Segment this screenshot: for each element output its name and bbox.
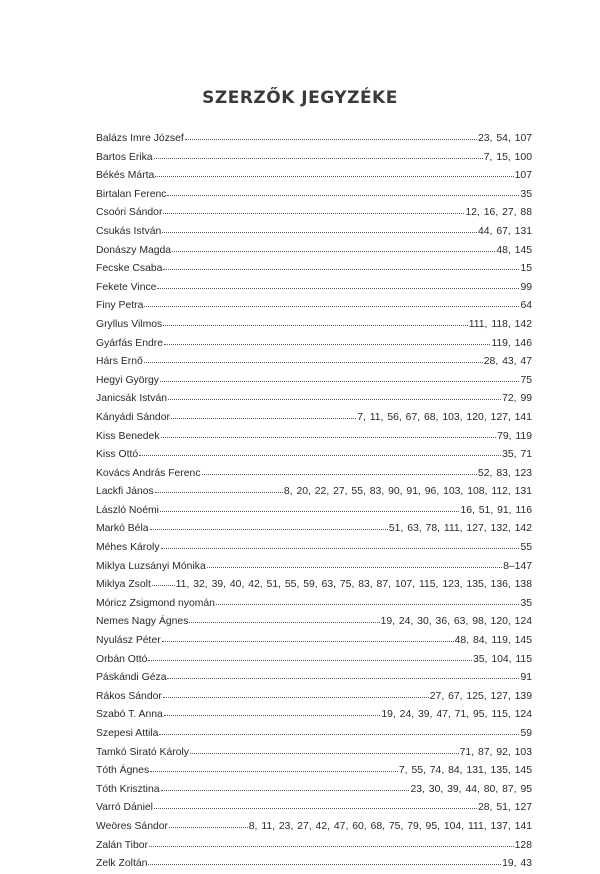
author-name: Csukás István [96,225,162,237]
author-name: Varró Dániel [96,802,153,814]
dot-leader [148,856,501,866]
index-entry [96,818,532,837]
author-name: Kiss Ottó [96,449,139,461]
page-numbers: 75 [520,374,532,386]
dot-leader [150,521,388,531]
dot-leader [161,540,520,550]
page-numbers: 44, 67, 131 [478,225,532,237]
author-name: László Noémi [96,504,159,516]
page-numbers: 19, 24, 30, 36, 63, 98, 120, 124 [380,616,532,628]
author-name: Tóth Ágnes [96,765,150,777]
index-entry [96,149,532,168]
index-entry [96,465,532,484]
index-entry [96,428,532,447]
author-name: Finy Petra [96,300,144,312]
page-title: SZERZŐK JEGYZÉKE [202,88,398,108]
page-numbers: 7, 55, 74, 84, 131, 135, 145 [398,765,532,777]
page-numbers: 64 [520,300,532,312]
page-numbers: 71, 87, 92, 103 [459,746,532,758]
dot-leader [155,168,513,178]
page-numbers: 7, 11, 56, 67, 68, 103, 120, 127, 141 [357,411,532,423]
dot-leader [144,298,519,308]
index-entry [96,130,532,149]
author-name: Zalán Tibor [96,839,148,851]
index-entry [96,706,532,725]
author-name: Orbán Ottó [96,653,148,665]
author-name: Markó Béla [96,523,149,535]
page-numbers: 28, 51, 127 [478,802,532,814]
dot-leader [162,633,454,643]
dot-leader [159,726,519,736]
index-entry [96,390,532,409]
dot-leader [154,800,477,810]
author-name: Nyulász Péter [96,635,161,647]
page-numbers: 55 [520,542,532,554]
author-name: Donászy Magda [96,244,172,256]
author-name: Kovács András Ferenc [96,467,201,479]
author-name: Méhes Károly [96,542,160,554]
author-name: Szabó T. Anna [96,709,163,721]
index-entry [96,242,532,261]
page-numbers: 72, 99 [502,393,532,405]
page-numbers: 11, 32, 39, 40, 42, 51, 55, 59, 63, 75, 83, 87, 107, 115, 123, 135, 136, 138 [175,579,532,591]
index-entry [96,595,532,614]
page-numbers: 51, 63, 78, 111, 127, 132, 142 [388,523,532,535]
page-numbers: 107 [514,170,532,182]
index-entry [96,279,532,298]
page-numbers: 28, 43, 47 [483,356,532,368]
author-name: Békés Márta [96,170,155,182]
dot-leader [162,224,477,234]
index-entry [96,483,532,502]
author-name: Balázs Imre József [96,133,184,144]
page-numbers: 119, 146 [491,337,532,349]
index-entry [96,167,532,186]
dot-leader [149,838,514,848]
dot-leader [168,391,501,401]
index-entry [96,688,532,707]
page-numbers: 8–147 [503,560,532,572]
page-numbers: 7, 15, 100 [483,151,532,163]
dot-leader [171,410,356,420]
dot-leader [148,652,472,662]
dot-leader [161,429,497,439]
dot-leader [150,763,398,773]
author-name: Tóth Krisztina [96,783,160,795]
dot-leader [157,280,519,290]
dot-leader [164,336,490,346]
dot-leader [190,745,459,755]
page-numbers: 35, 71 [502,449,532,461]
page-numbers: 128 [514,839,532,851]
author-name: Miklya Zsolt [96,579,151,591]
page-numbers: 8, 11, 23, 27, 42, 47, 60, 68, 75, 79, 95, 104, 111, 137, 141 [248,820,532,832]
index-entry [96,576,532,595]
page-numbers: 27, 67, 125, 127, 139 [429,690,532,702]
page-numbers: 35, 104, 115 [472,653,532,665]
index-entry [96,744,532,763]
author-name: Birtalan Ferenc [96,188,167,200]
dot-leader [163,205,464,215]
index-entry [96,520,532,539]
dot-leader [160,373,519,383]
index-entry [96,372,532,391]
index-entry [96,632,532,651]
page-numbers: 99 [520,281,532,293]
index-entry [96,651,532,670]
index-entry [96,335,532,354]
dot-leader [139,447,501,457]
author-name: Páskándi Géza [96,672,167,684]
dot-leader [144,354,483,364]
author-name: Hegyi György [96,374,159,386]
index-entry [96,186,532,205]
author-name: Zelk Zoltán [96,858,148,870]
index-entry [96,669,532,688]
page-numbers: 52, 83, 123 [478,467,532,479]
author-name: Bartos Erika [96,151,153,163]
dot-leader [154,150,483,160]
page-numbers: 15 [520,263,532,275]
author-name: Csoóri Sándor [96,207,163,219]
author-index-list [96,130,532,874]
dot-leader [216,596,519,606]
dot-leader [161,782,410,792]
author-name: Hárs Ernő [96,356,143,368]
page-numbers: 79, 119 [497,430,532,442]
index-entry [96,316,532,335]
author-name: Miklya Luzsányi Mónika [96,560,206,572]
dot-leader [172,243,495,253]
index-entry [96,855,532,874]
page-numbers: 35 [520,597,532,609]
page-numbers: 48, 84, 119, 145 [454,635,532,647]
dot-leader [202,466,477,476]
index-entry [96,204,532,223]
index-entry [96,781,532,800]
index-entry [96,799,532,818]
dot-leader [185,131,477,141]
page-numbers: 111, 118, 142 [468,318,532,330]
index-entry [96,558,532,577]
dot-leader [155,484,283,494]
author-name: Janicsák István [96,393,168,405]
index-entry [96,539,532,558]
index-entry [96,260,532,279]
author-name: Kányádi Sándor [96,411,170,423]
author-name: Tamkó Sirató Károly [96,746,189,758]
page-numbers: 91 [520,672,532,684]
page-numbers: 59 [520,728,532,739]
dot-leader [164,707,381,717]
dot-leader [163,317,468,327]
page-numbers: 19, 43 [502,858,532,870]
index-entry [96,297,532,316]
author-name: Kiss Benedek [96,430,160,442]
index-entry [96,725,532,744]
page-numbers: 35 [520,188,532,200]
author-name: Szepesi Attila [96,728,159,739]
author-name: Gyárfás Endre [96,337,163,349]
index-entry [96,613,532,632]
author-name: Nemes Nagy Ágnes [96,616,189,628]
page-numbers: 23, 30, 39, 44, 80, 87, 95 [410,783,532,795]
index-entry [96,502,532,521]
page-numbers: 8, 20, 22, 27, 55, 83, 90, 91, 96, 103, 108, 112, 131 [283,486,532,498]
dot-leader [169,819,248,829]
author-name: Gryllus Vilmos [96,318,163,330]
index-entry [96,223,532,242]
dot-leader [160,503,459,513]
dot-leader [152,577,175,587]
page-numbers: 23, 54, 107 [478,133,532,144]
index-entry [96,353,532,372]
author-name: Fecske Csaba [96,263,163,275]
index-entry [96,409,532,428]
dot-leader [207,559,502,569]
author-name: Móricz Zsigmond nyomán [96,597,215,609]
dot-leader [167,670,519,680]
dot-leader [163,689,429,699]
index-entry [96,837,532,856]
dot-leader [167,187,519,197]
page-numbers: 12, 16, 27, 88 [465,207,532,219]
page-numbers: 48, 145 [496,244,532,256]
author-name: Fekete Vince [96,281,157,293]
author-name: Lackfi János [96,486,154,498]
author-name: Rákos Sándor [96,690,162,702]
page-numbers: 19, 24, 39, 47, 71, 95, 115, 124 [381,709,532,721]
dot-leader [163,261,519,271]
index-entry [96,446,532,465]
index-entry [96,762,532,781]
author-name: Weöres Sándor [96,820,169,832]
dot-leader [189,614,379,624]
page-numbers: 16, 51, 91, 116 [460,504,532,516]
